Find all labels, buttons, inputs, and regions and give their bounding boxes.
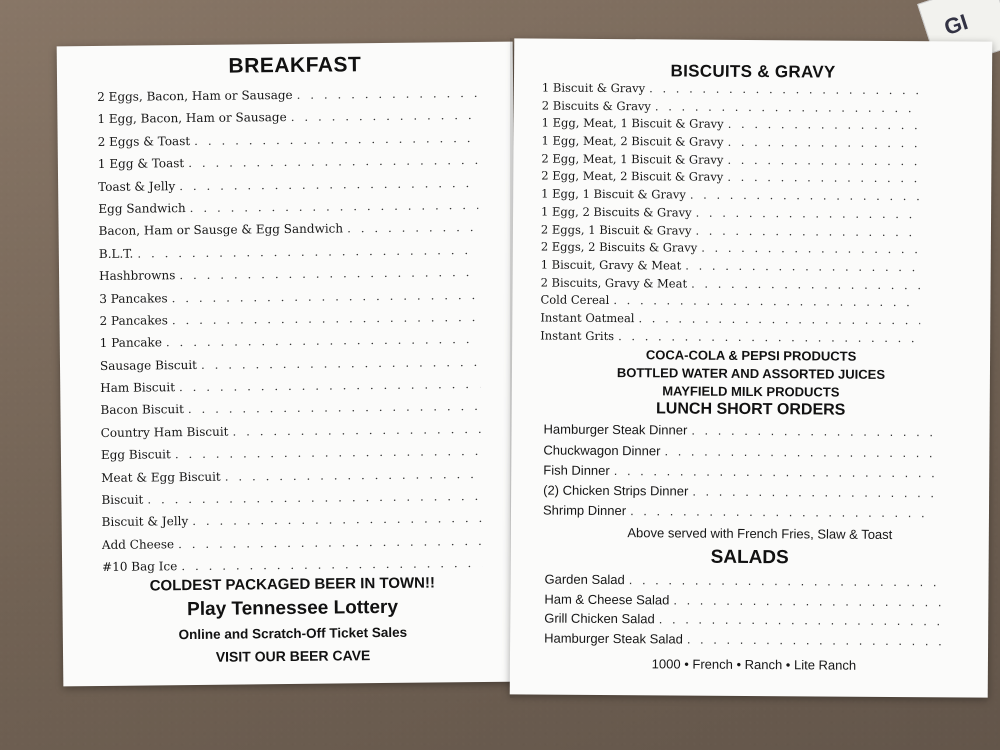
menu-right-page xyxy=(510,38,993,697)
salads-list xyxy=(510,572,989,653)
dot-leader xyxy=(232,422,480,439)
dot-leader xyxy=(225,467,482,484)
menu-item-name: 1 Biscuit, Gravy & Meat xyxy=(540,257,682,273)
dot-leader xyxy=(188,399,481,416)
menu-item-name: 2 Biscuits, Gravy & Meat xyxy=(540,275,688,291)
menu-item-name: Grill Chicken Salad xyxy=(544,610,655,627)
dot-leader xyxy=(166,332,480,349)
menu-item-name: 2 Biscuits & Gravy xyxy=(541,98,652,113)
dot-leader xyxy=(659,612,944,629)
ticket-sales-text: Online and Scratch-Off Ticket Sales xyxy=(178,624,408,643)
dot-leader xyxy=(638,311,920,327)
dot-leader xyxy=(137,243,479,261)
dot-leader xyxy=(692,483,934,500)
menu-item-name: Egg Biscuit xyxy=(100,447,171,463)
menu-item-name: Country Ham Biscuit xyxy=(100,424,229,440)
menu-item-name: Bacon Biscuit xyxy=(100,402,184,418)
dot-leader xyxy=(649,81,922,97)
menu-item-name: #10 Bag Ice xyxy=(102,559,178,575)
lunch-heading: LUNCH SHORT ORDERS xyxy=(655,400,846,419)
dot-leader xyxy=(172,310,480,327)
dot-leader xyxy=(178,534,482,551)
menu-item-name: Meat & Egg Biscuit xyxy=(101,469,221,485)
menu-item xyxy=(543,422,934,445)
menu-item-name: Egg Sandwich xyxy=(98,201,186,216)
dot-leader xyxy=(695,223,921,239)
menu-item-name: Biscuit & Jelly xyxy=(101,514,189,530)
dot-leader xyxy=(181,556,482,573)
dot-leader xyxy=(630,503,934,520)
menu-left-page xyxy=(57,42,520,687)
menu-item-name: 2 Eggs & Toast xyxy=(97,133,191,149)
beverage-line-3: MAYFIELD MILK PRODUCTS xyxy=(662,383,840,400)
breakfast-list xyxy=(97,86,482,583)
menu-item-name: Add Cheese xyxy=(101,537,175,552)
menu-item-name: Ham & Cheese Salad xyxy=(544,591,670,608)
dot-leader xyxy=(618,329,920,345)
dot-leader xyxy=(291,108,478,124)
menu-item-name: Chuckwagon Dinner xyxy=(543,442,661,458)
lunch-list xyxy=(511,422,990,526)
dot-leader xyxy=(728,117,922,132)
menu-item-name: Hashbrowns xyxy=(98,268,176,284)
menu-item xyxy=(543,482,934,505)
menu-item-name: Ham Biscuit xyxy=(100,380,176,396)
menu-item-name: 1 Egg, Bacon, Ham or Sausage xyxy=(97,110,287,127)
dot-leader xyxy=(727,170,921,185)
menu-item-name: 2 Eggs, Bacon, Ham or Sausage xyxy=(97,87,293,104)
menu-item-name: (2) Chicken Strips Dinner xyxy=(543,482,689,499)
biscuits-gravy-list xyxy=(512,80,992,349)
menu-item-name: Toast & Jelly xyxy=(98,178,176,194)
menu-item-name: 1 Egg, 2 Biscuits & Gravy xyxy=(541,204,692,220)
beverage-line-1: COCA-COLA & PEPSI PRODUCTS xyxy=(645,347,857,365)
lottery-promo: Play Tennessee Lottery xyxy=(187,596,399,621)
menu-item-name: Cold Cereal xyxy=(540,292,610,308)
biscuits-gravy-heading: BISCUITS & GRAVY xyxy=(670,61,836,82)
menu-item-name: Biscuit xyxy=(101,492,144,507)
dot-leader xyxy=(691,423,934,440)
dot-leader xyxy=(690,188,921,204)
dot-leader xyxy=(188,153,478,170)
menu-item-name: Instant Grits xyxy=(540,328,615,343)
menu-item-name: Instant Oatmeal xyxy=(540,310,635,326)
lunch-note: Above served with French Fries, Slaw & Toast xyxy=(627,525,893,543)
menu-item-name: 3 Pancakes xyxy=(99,290,168,306)
dot-leader xyxy=(192,511,482,528)
dot-leader xyxy=(201,355,480,372)
dot-leader xyxy=(194,131,478,148)
dot-leader xyxy=(172,288,480,305)
menu-item-name: Fish Dinner xyxy=(543,462,610,478)
dot-leader xyxy=(179,265,479,282)
dot-leader xyxy=(687,631,943,648)
dot-leader xyxy=(175,444,481,461)
dot-leader xyxy=(673,592,943,609)
dot-leader xyxy=(696,205,922,221)
dot-leader xyxy=(664,443,934,460)
dot-leader xyxy=(701,241,921,257)
menu-item-name: Bacon, Ham or Sausge & Egg Sandwich xyxy=(98,221,344,239)
menu-item-name: 1 Pancake xyxy=(99,335,162,351)
beer-cave-text: VISIT OUR BEER CAVE xyxy=(215,647,371,665)
dot-leader xyxy=(347,220,479,235)
dot-leader xyxy=(629,572,944,589)
corner-card: GI xyxy=(917,0,1000,71)
menu-item-name: Shrimp Dinner xyxy=(542,502,627,519)
dot-leader xyxy=(147,489,481,506)
dot-leader xyxy=(613,293,920,309)
dot-leader xyxy=(655,99,922,115)
menu-item-name: 2 Pancakes xyxy=(99,313,168,328)
menu-item-name: B.L.T. xyxy=(98,246,134,261)
menu-item-name: 1 Egg & Toast xyxy=(97,156,185,172)
dot-leader xyxy=(614,463,935,480)
menu-item-name: 1 Biscuit & Gravy xyxy=(541,80,646,96)
menu-item-name: 1 Egg, Meat, 1 Biscuit & Gravy xyxy=(541,115,724,132)
menu-item xyxy=(543,442,934,465)
dot-leader xyxy=(179,377,480,394)
menu-item xyxy=(543,462,934,485)
salads-heading: SALADS xyxy=(710,546,789,569)
menu-item-name: Hamburger Steak Salad xyxy=(544,630,683,647)
menu-item-name: 2 Eggs, 1 Biscuit & Gravy xyxy=(540,222,692,238)
dot-leader xyxy=(727,153,921,168)
menu-item-name: 2 Egg, Meat, 1 Biscuit & Gravy xyxy=(541,151,724,167)
menu-item-name: Garden Salad xyxy=(544,571,625,588)
menu-item xyxy=(544,630,943,652)
menu-item-name: 2 Eggs, 2 Biscuits & Gravy xyxy=(540,239,698,255)
beverage-line-2: BOTTLED WATER AND ASSORTED JUICES xyxy=(616,365,886,383)
menu-item-name: 1 Egg, 1 Biscuit & Gravy xyxy=(541,186,686,202)
dot-leader xyxy=(179,176,478,193)
menu-item xyxy=(543,503,934,526)
dressing-options: 1000 • French • Ranch • Lite Ranch xyxy=(651,656,857,673)
menu-item-name: 2 Egg, Meat, 2 Biscuit & Gravy xyxy=(541,168,724,185)
beer-promo: COLDEST PACKAGED BEER IN TOWN!! xyxy=(149,574,436,595)
breakfast-heading: BREAKFAST xyxy=(228,53,362,78)
dot-leader xyxy=(190,198,479,215)
dot-leader xyxy=(297,86,478,102)
menu-item-name: Hamburger Steak Dinner xyxy=(543,421,688,438)
menu-item-name: 1 Egg, Meat, 2 Biscuit & Gravy xyxy=(541,133,724,149)
dot-leader xyxy=(728,135,922,150)
menu-item-name: Sausage Biscuit xyxy=(99,357,198,373)
dot-leader xyxy=(691,276,921,292)
dot-leader xyxy=(685,258,920,274)
